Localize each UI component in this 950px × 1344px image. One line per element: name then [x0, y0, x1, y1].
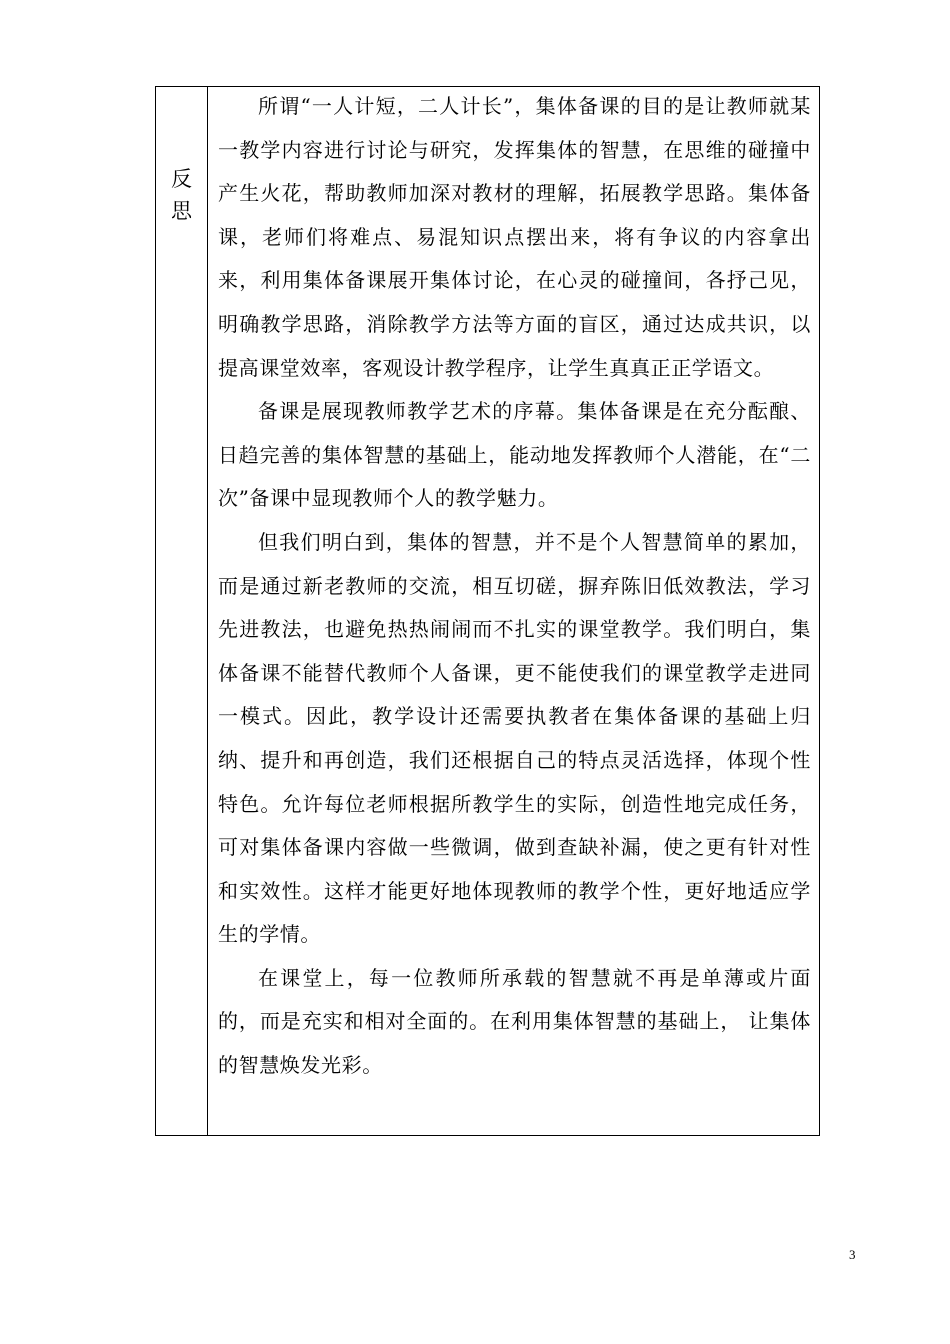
label-char: 思 — [171, 199, 192, 223]
paragraph: 所谓“一人计短，二人计长”，集体备课的目的是让教师就某一教学内容进行讨论与研究，发挥集体的智慧，在思维的碰撞中产生火花，帮助教师加深对教材的理解，拓展教学思路。集体备课，老师们将难点、易混知识点摆出来，将有争议的内容拿出来，利用集体备课展开集体讨论，在心灵的碰撞间，各抒己见，明确教学思路，消除教学方法等方面的盲区，通过达成共识，以提高课堂效率，客观设计教学程序，让学生真真正正学语文。 — [218, 94, 811, 380]
row-label — [156, 163, 207, 227]
reflection-table — [155, 86, 820, 1136]
label-cell — [156, 87, 208, 1136]
paragraph: 在课堂上，每一位教师所承载的智慧就不再是单薄或片面的，而是充实和相对全面的。在利用集体智慧的基础上， 让集体的智慧焕发光彩。 — [218, 965, 811, 1078]
paragraph: 备课是展现教师教学艺术的序幕。集体备课是在充分酝酿、日趋完善的集体智慧的基础上，能动地发挥教师个人潜能，在“二次”备课中显现教师个人的教学魅力。 — [218, 399, 811, 511]
paragraph: 但我们明白到，集体的智慧，并不是个人智慧简单的累加，而是通过新老教师的交流，相互切磋，摒弃陈旧低效教法，学习先进教法，也避免热热闹闹而不扎实的课堂教学。我们明白，集体备课不能替代教师个人备课，更不能使我们的课堂教学走进同一模式。因此，教学设计还需要执教者在集体备课的基础上归纳、提升和再创造，我们还根据自己的特点灵活选择，体现个性特色。允许每位老师根据所教学生的实际，创造性地完成任务，可对集体备课内容做一些微调，做到查缺补漏，使之更有针对性和实效性。这样才能更好地体现教师的教学个性，更好地适应学生的学情。 — [218, 529, 811, 947]
label-char: 反 — [171, 167, 192, 191]
content-cell — [208, 87, 820, 1136]
page-number: 3 — [849, 1247, 856, 1262]
table-row — [156, 87, 820, 1136]
